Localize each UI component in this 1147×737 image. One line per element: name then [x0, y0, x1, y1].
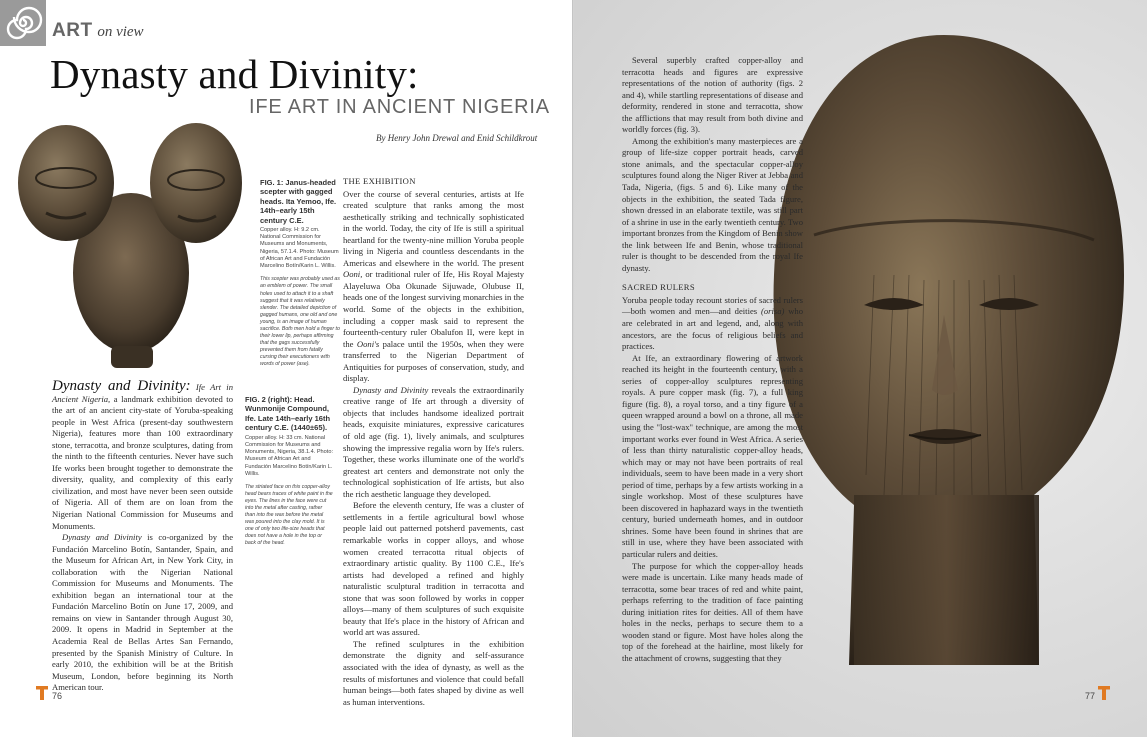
figure-2-caption — [245, 395, 333, 547]
spiral-logo-icon — [0, 0, 46, 46]
column-intro — [52, 378, 234, 694]
lead-in: Dynasty and Divinity: — [52, 378, 191, 394]
term-ooni: Ooni's — [356, 338, 380, 349]
exhibition-name: Dynasty and Divinity — [62, 532, 142, 543]
term-orisa: (orisa) — [760, 306, 785, 317]
lead-in-italic: Ife Art in Ancient Nigeria, — [52, 382, 233, 404]
paragraph: Several superbly crafted copper-alloy and terracotta heads and figures are expressive representations of the notion of authority (figs. 2 and 4), while startling representations of disease and deformity, rendered in stone and terracotta, show the afflictions that may result from both divine and worldly forces (fig. 3). — [622, 55, 803, 135]
intro-text: a landmark exhibition devoted to the art of an ancient city-state of Yoruba-speaking people in West Africa (present-day southwestern Nigeria), features more than 100 extraordinary stone, terracotta, and bronze sculptures, dating from the ninth to the fifteenth centuries. Never have such Ife works been brought together to demonstrate the diversity, quality, and complexity of this early civilization, and most have never been seen outside of Nigeria. All of them are on loan from the Nigerian National Commission for Museums and Monuments. — [52, 393, 233, 531]
byline-authors: Henry John Drewal and Enid Schildkrout — [387, 133, 538, 143]
figure-2-credit: Copper alloy. H: 33 cm. National Commission for Museums and Monuments, Nigeria, 38.1.4. Photo: Museum of African Art and Fundación Marcelino Botín/Karin L. Willis. — [245, 434, 333, 477]
page-number-right: 77 — [1085, 691, 1096, 701]
byline-prefix: By — [376, 133, 386, 143]
paragraph — [52, 532, 233, 694]
paragraph — [343, 189, 524, 385]
paragraph-text: or traditional ruler of Ife, His Royal Majesty Alayeluwa Oba Okunade Sijuwade, Olubuse II, heads one of the longest surviving monarchies in the world. Some of the objects in the exhibition, including a copper mask said to represent the fourteenth-century ruler Obalufon II, were kept in the — [343, 269, 524, 349]
section-heading: THE EXHIBITION — [343, 176, 416, 186]
figure-1-heading: FIG. 1: Janus-headed scepter with gagged heads. Ita Yemoo, Ife. 14th–early 15th century C.E. — [260, 178, 337, 225]
magazine-t-logo-icon — [36, 686, 48, 700]
paragraph: The refined sculptures in the exhibition demonstrate the dignity and self-assurance associated with the idea of dynasty, as well as the results of misfortunes and violence that could befall human beings—both fates shaped by divine as well as human interventions. — [343, 638, 524, 707]
section-name: ART — [52, 20, 93, 41]
figure-1-caption — [260, 178, 340, 368]
intro-paragraph — [52, 378, 233, 532]
paragraph-text: palace until the 1950s, when they were transferred to the Nigerian Department of Antiquities for purposes of conservation, study, and display. — [343, 338, 524, 384]
column-exhibition — [343, 176, 524, 708]
section-heading: SACRED RULERS — [622, 282, 695, 293]
paragraph — [343, 385, 524, 500]
column-sacred-rulers — [622, 55, 803, 664]
paragraph: The purpose for which the copper-alloy heads were made is uncertain. Like many heads made of terracotta, some bear traces of red and white paint, perhaps referring to the tradition of face painting during initiation rites for deities. All of them have holes in the necks, perhaps to secure them to a wooden stand or figure. Most have holes along the top of the forehead at the hairline, most likely for the attachment of crowns, suggesting that they — [622, 560, 803, 663]
paragraph: Before the eleventh century, Ife was a cluster of settlements in a fertile agricultural bowl whose people laid out patterned potsherd pavements, cast remarkable works in copper alloys, and whose women created terracotta ritual objects of extraordinary artistic quality. By 1100 C.E., Ife's artists had developed a refined and highly naturalistic sculptural tradition in terracotta and stone that was soon followed by works in copper alloys—many of them sculptures of such exquisite beauty that Ife's place in the history of African and world art was assured. — [343, 500, 524, 638]
figure-2-heading: FIG. 2 (right): Head. Wunmonije Compound, Ife. Late 14th–early 16th century C.E. (1440±65). — [245, 395, 331, 433]
paragraph-text: who are celebrated in art and legend, and, along with ancestors, are the focus of religious beliefs and practices. — [622, 306, 803, 352]
page-number-left: 76 — [52, 691, 63, 701]
section-label — [52, 20, 144, 42]
exhibition-name: Dynasty and Divinity — [353, 384, 429, 395]
term-ooni: Ooni, — [343, 269, 363, 280]
left-page — [0, 0, 573, 737]
magazine-t-logo-icon — [1098, 686, 1110, 700]
figure-1-note: This scepter was probably used as an emblem of power. The small holes used to attach it to a shaft suggest that it was relatively slender. The detailed depiction of gagged humans, one old and one young, is an image of human sacrifice. Both men hold a finger to their lower lip, perhaps affirming that the gags successfully prevented them from fatally cursing their executioners with words of power (ase). — [260, 276, 340, 367]
paragraph: At Ife, an extraordinary flowering of artwork reached its height in the fourteenth century, with a series of copper-alloy sculptures representing royals. A pure copper mask (fig. 7), a full king figure (fig. 8), a royal torso, and a tiny figure of a queen wrapped around a bowl on a throne, all made using the "lost-wax" technique, are among the most important works ever found in West Africa. A series of less than thirty naturalistic copper-alloy heads, which may or may not have been portraits of real individuals, seem to have been made in a very short period of time, perhaps by a few artists working in a single workshop. Most of these sculptures have been discovered in haphazard ways in the twentieth century, buried underneath homes, and in outdoor shrines. Some have been found in shrines that are still in use, where they have been associated with particular rulers and deities. — [622, 352, 803, 559]
janus-scepter-image — [6, 108, 246, 378]
bronze-head-image — [754, 25, 1134, 680]
paragraph-text: Yoruba people today recount stories of sacred rulers—both women and men—and deities — [622, 294, 803, 317]
section-suffix: on view — [97, 24, 144, 40]
figure-2-note: The striated face on this copper-alloy head bears traces of white paint in the eyes. The lines in the face were cut into the metal after casting, rather than into the wax before the metal was poured into the clay mold. It is one of only two life-size heads that does not have a hole in the top or back of the head. — [245, 484, 333, 547]
paragraph-text: is co-organized by the Fundación Marcelino Botín, Santander, Spain, and the Museum for African Art, in New York City, in collaboration with the Nigerian National Commission for Museums and Monuments. The exhibition began an international tour at the Fundación Marcelino Botín on June 17, 2009, and remains on view in Santander through August 30, 2009. It opens in Madrid in September at the Academia Real de Bellas Artes San Fernando, presented by the Spanish Ministry of Culture. In early 2010, the exhibition will be at the British Museum, London, before beginning its North American tour. — [52, 532, 234, 693]
article-title: Dynasty and Divinity: — [50, 51, 419, 97]
paragraph-text: Over the course of several centuries, artists at Ife created sculpture that ranks among the most aesthetically striking and technically sophisticated in the world. Today, the city of Ife is still a spiritual heartland for the twenty-nine million Yoruba people living in Nigeria and countless descendants in the Americas and elsewhere in the world. The present — [343, 188, 524, 268]
paragraph — [622, 295, 803, 353]
figure-1-credit: Copper alloy. H: 9.2 cm. National Commission for Museums and Monuments, Nigeria, 57.1.4. Photo: Museum of African Art and Fundación Marcelino Botín/Karin L. Willis. — [260, 226, 339, 270]
paragraph: Among the exhibition's many masterpieces are a group of life-size copper portrait heads, carved stone animals, and the spectacular copper-alloy sculptures found along the Niger River at Jebba and Tada, Nigeria, (figs. 5 and 6). Like many of the objects in the exhibition, the seated Tada figure, shown dressed in an elaborate textile, was still part of a shrine in use in the early twentieth century. Two important bronzes from the Kingdom of Benin show the link between Ife and Benin, whose traditional ruler is thought to be descended from the royal Ife dynasty. — [622, 135, 803, 273]
paragraph-text: reveals the extraordinarily creative range of Ife art through a diversity of objects that includes handsome idealized portrait heads, exquisite miniatures, expressive caricatures of old age (fig. 1), lively animals, and sculptures showing the impressive regalia worn by Ife's rulers. Together, these works illuminate one of the world's greatest art centers and demonstrate not only the technological sophistication of Ife artists, but also the rich aesthetic language they developed. — [343, 384, 524, 499]
byline — [376, 133, 537, 143]
article-subtitle: IFE ART IN ANCIENT NIGERIA — [249, 96, 550, 118]
